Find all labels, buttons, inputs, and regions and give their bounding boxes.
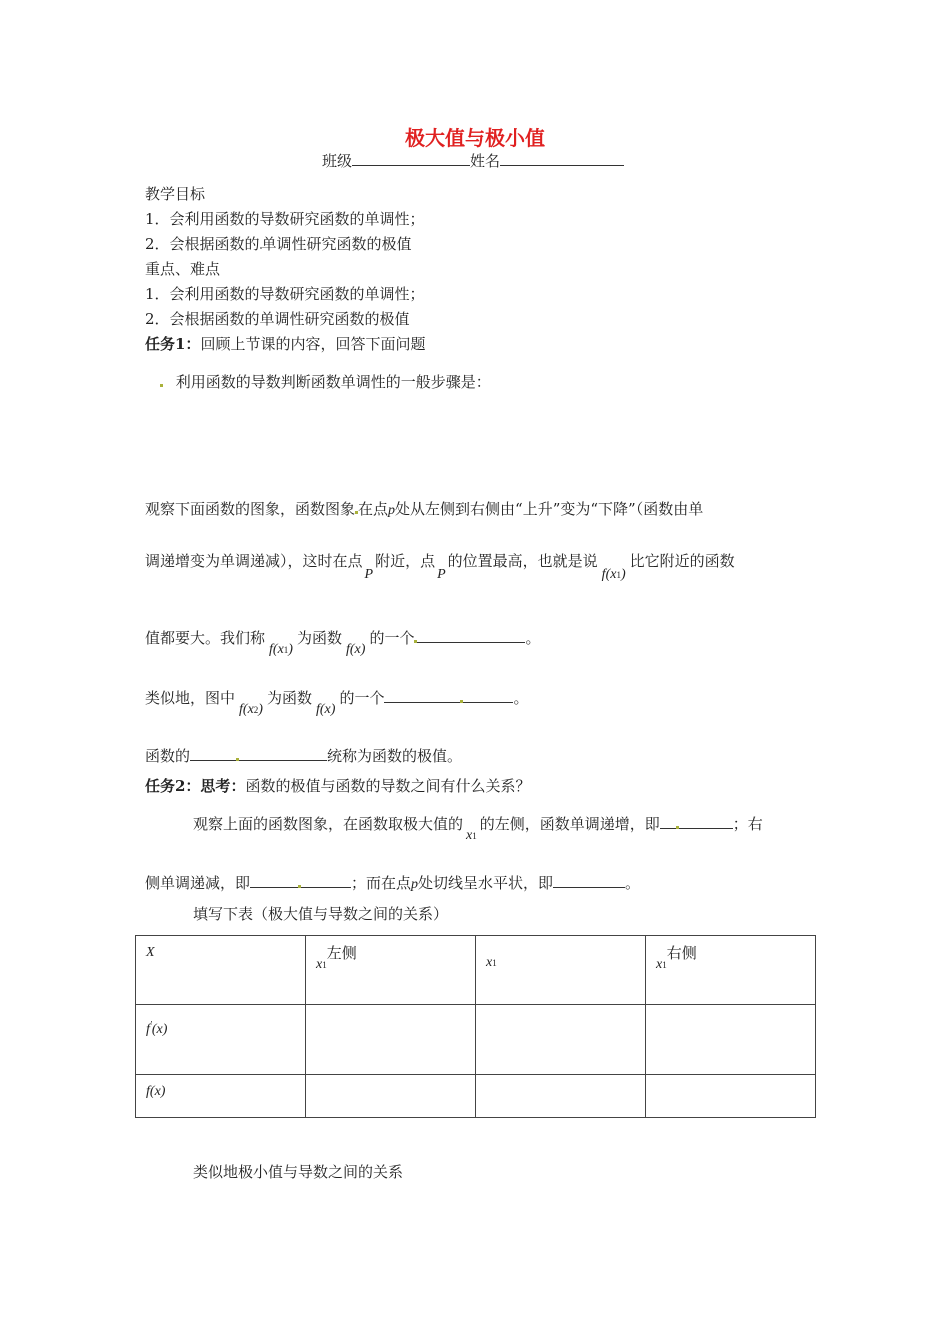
marker-dot bbox=[160, 384, 163, 387]
objective-1: 1．会利用函数的导数研究函数的单调性； bbox=[145, 210, 425, 228]
task1-line bbox=[145, 337, 425, 352]
keypoint-1: 1．会利用函数的导数研究函数的单调性； bbox=[145, 285, 425, 303]
objective-2: 2．会根据函数的 单调性研究函数的极值 bbox=[145, 235, 412, 253]
f-x1-expr: f(x1) bbox=[601, 567, 626, 582]
horizontal-blank[interactable] bbox=[553, 873, 625, 888]
extrema-blank-b[interactable] bbox=[239, 746, 327, 761]
class-label: 班级 bbox=[322, 152, 353, 170]
task2-line: 任务2：思考：函数的极值与函数的导数之间有什么关系？ bbox=[145, 777, 531, 795]
name-blank[interactable] bbox=[500, 151, 624, 166]
task2-line2: 侧单调递减，即 ；而在点p处切线呈水平状，即 。 bbox=[145, 874, 641, 892]
keypoint-2: 2．会根据函数的单调性研究函数的极值 bbox=[145, 310, 410, 328]
increase-blank-b[interactable] bbox=[679, 814, 733, 829]
footer-text: 类似地极小值与导数之间的关系 bbox=[193, 1163, 404, 1181]
paragraph-4: 类似地，图中f(x2)为函数f(x)的一个 。 bbox=[145, 689, 529, 717]
class-name-line bbox=[322, 151, 624, 169]
table-intro: 填写下表（极大值与导数之间的关系） bbox=[193, 905, 449, 923]
table-row bbox=[136, 936, 816, 1005]
paragraph-2: 调递增变为单调递减），这时在点P附近，点P的位置最高，也就是说f(x1)比它附近的函数 bbox=[145, 552, 735, 582]
row-label-function: f(x) bbox=[136, 1075, 306, 1118]
table-row bbox=[136, 1005, 816, 1075]
header-x: X bbox=[136, 936, 306, 1005]
table-cell[interactable] bbox=[476, 1075, 646, 1118]
minimum-blank-a[interactable] bbox=[384, 688, 460, 703]
page-title: 极大值与极小值 bbox=[405, 126, 545, 150]
objectives-heading: 教学目标 bbox=[145, 185, 206, 203]
extrema-blank-a[interactable] bbox=[190, 746, 236, 761]
paragraph-3: 值都要大。我们称f(x1)为函数f(x)的一个 。 bbox=[145, 629, 541, 657]
maximum-blank[interactable] bbox=[417, 628, 525, 643]
table-cell[interactable] bbox=[645, 1005, 815, 1075]
table-cell[interactable] bbox=[306, 1005, 476, 1075]
keypoints-heading: 重点、难点 bbox=[145, 260, 221, 278]
name-label: 姓名 bbox=[470, 152, 501, 170]
minimum-blank-b[interactable] bbox=[463, 688, 513, 703]
table-row bbox=[136, 1075, 816, 1118]
extrema-table bbox=[135, 935, 816, 1118]
task1-label: 任务1： bbox=[145, 335, 201, 353]
header-left-side: x1左侧 bbox=[306, 936, 476, 1005]
paragraph-1: 观察下面函数的图象，函数图象 在点p处从左侧到右侧由“上升”变为“下降”（函数由单 bbox=[145, 500, 704, 518]
table-cell[interactable] bbox=[306, 1075, 476, 1118]
row-label-derivative: f′(x) bbox=[136, 1005, 306, 1075]
task2-label: 任务2：思考： bbox=[145, 777, 246, 795]
task1-text: 回顾上节课的内容，回答下面问题 bbox=[200, 335, 426, 353]
table-cell[interactable] bbox=[645, 1075, 815, 1118]
decrease-blank-a[interactable] bbox=[250, 873, 298, 888]
table-cell[interactable] bbox=[476, 1005, 646, 1075]
paragraph-5: 函数的 统称为函数的极值。 bbox=[145, 747, 463, 765]
task2-line1: 观察上面的函数图象，在函数取极大值的x1的左侧，函数单调递增，即 ；右 bbox=[193, 815, 763, 843]
header-right-side: x1右侧 bbox=[645, 936, 815, 1005]
task1-question: 利用函数的导数判断函数单调性的一般步骤是： bbox=[160, 375, 491, 390]
increase-blank-a[interactable] bbox=[660, 814, 676, 829]
decrease-blank-b[interactable] bbox=[301, 873, 351, 888]
class-blank[interactable] bbox=[352, 151, 470, 166]
header-x1: x1 bbox=[476, 936, 646, 1005]
